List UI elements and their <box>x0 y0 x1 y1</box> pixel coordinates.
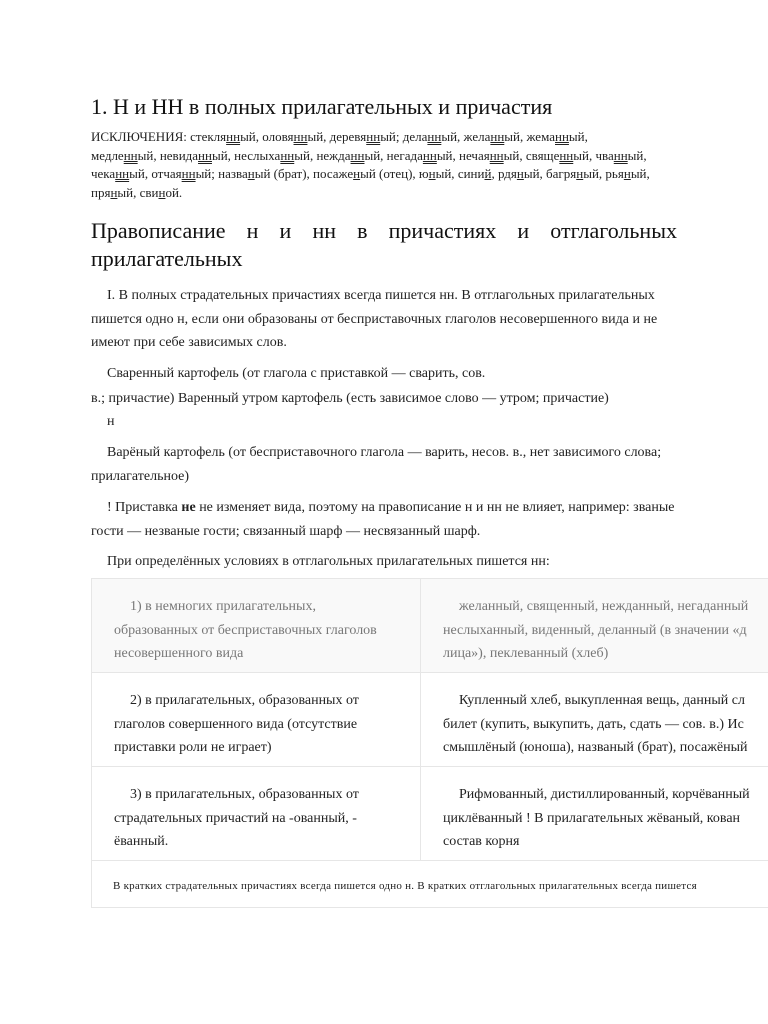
exception-word: негаданный, <box>383 147 456 163</box>
cell-line: глаголов совершенного вида (отсутствие <box>114 716 358 732</box>
page-title: 1. Н и НН в полных прилагательных и причастия <box>91 94 553 119</box>
underlined-letters: н <box>576 166 584 181</box>
underlined-letters: нн <box>489 147 504 163</box>
exception-word: желанный, <box>460 129 524 144</box>
table-cell-examples <box>421 673 768 766</box>
cell-line: 1) в немногих прилагательных, <box>130 599 316 614</box>
underlined-letters: нн <box>280 147 295 163</box>
exception-word: посаженый (отец), <box>309 166 416 181</box>
cell-line: неслыханный, виденный, деланный (в значении «д <box>443 622 747 638</box>
underlined-letters: нн <box>350 147 365 163</box>
underlined-letters: нн <box>198 147 212 163</box>
underlined-letters: н <box>353 166 361 181</box>
table-row <box>92 673 768 767</box>
cell-line: 2) в прилагательных, образованных от <box>130 693 359 708</box>
example-paragraph-1-cont: в.; причастие) Варенный утром картофель (есть зависимое слово — утром; причастие) <box>91 391 609 406</box>
cell-line: лица»), пеклеванный (хлеб) <box>443 646 609 661</box>
note-text-end: не изменяет вида, поэтому на правописание н и нн не влияет, например: званые гости — незваные гости; связанный шарф — несвязанный шарф. <box>91 500 675 539</box>
exception-word: неслыханный, <box>230 147 314 163</box>
exception-word: священный, <box>522 147 593 163</box>
cell-line: Купленный хлеб, выкупленная вещь, данный сл <box>459 693 745 708</box>
exception-word: пряный, <box>91 184 137 200</box>
exception-word: свиной. <box>136 184 183 200</box>
underlined-letters: н <box>516 166 524 181</box>
table-footer-note: В кратких страдательных причастиях всегда пишется одно н. В кратких отглагольных прилагательных всегда пишется <box>113 880 697 892</box>
underlined-letters: н <box>158 184 166 200</box>
exceptions-label: ИСКЛЮЧЕНИЯ: <box>91 129 187 144</box>
cell-line: билет (купить, выкупить, дать, сдать — сов. в.) Ис <box>443 716 744 732</box>
cell-line: состав корня <box>443 834 520 849</box>
underlined-letters: н <box>110 184 118 200</box>
example-paragraph-1: Сваренный картофель (от глагола с приставкой — сварить, сов. <box>107 366 486 381</box>
underlined-letters: нн <box>559 147 574 163</box>
exception-word: нечаянный, <box>455 147 523 163</box>
underlined-letters: нн <box>123 147 138 163</box>
exception-word: деревянный; <box>326 129 400 144</box>
section-heading: Правописание н и нн в причастиях и отглагольных прилагательных <box>91 218 677 271</box>
cell-line: циклёванный ! В прилагательных жёваный, кован <box>443 810 741 826</box>
table-row <box>92 579 768 673</box>
exception-word: чванный, <box>592 147 647 163</box>
exception-word: жеманный, <box>523 129 588 144</box>
underlined-letters: нн <box>613 147 628 163</box>
exception-word: медленный, <box>91 147 157 163</box>
underlined-letters: нн <box>555 129 569 144</box>
cell-line: приставки роли не играет) <box>114 740 272 755</box>
exception-word: стеклянный, <box>186 129 260 144</box>
exception-word: рдяный, <box>494 166 543 181</box>
underlined-letters: н <box>623 166 631 181</box>
note-text-start: ! Приставка <box>107 500 182 515</box>
table-cell-condition <box>92 673 421 766</box>
cell-line: ёванный. <box>114 834 169 849</box>
underlined-letters: нн <box>181 166 196 181</box>
exception-word: отчаянный; <box>148 166 215 181</box>
cell-line: Рифмованный, дистиллированный, корчёванный <box>459 787 750 802</box>
underlined-letters: й <box>484 166 492 181</box>
exception-word: багряный, <box>542 166 603 181</box>
exception-word: рьяный, <box>602 166 650 181</box>
underlined-letters: н <box>428 166 436 181</box>
underlined-letters: нн <box>427 129 442 144</box>
table-cell-examples <box>421 579 768 672</box>
exception-word: синий, <box>454 166 495 181</box>
note-paragraph <box>91 496 677 543</box>
underlined-letters: нн <box>226 129 241 144</box>
underlined-letters: нн <box>422 147 437 163</box>
exceptions-list <box>91 128 651 202</box>
underlined-letters: нн <box>366 129 381 144</box>
cell-line: образованных от бесприставочных глаголов <box>114 622 377 638</box>
exception-word: чеканный, <box>91 166 149 181</box>
exception-word: оловянный, <box>259 129 327 144</box>
cell-line: страдательных причастий на -ованный, - <box>114 810 357 826</box>
table-cell-examples <box>421 767 768 860</box>
underlined-letters: нн <box>490 129 505 144</box>
example-paragraph-2: Варёный картофель (от бесприставочного глагола — варить, несов. в., нет зависимого слова; прилагательное) <box>91 445 662 484</box>
exception-word: юный, <box>415 166 455 181</box>
cell-line: желанный, священный, нежданный, негаданный <box>459 599 749 614</box>
example-paragraph-1-note: н <box>107 414 115 429</box>
cell-line: 3) в прилагательных, образованных от <box>130 787 359 802</box>
cell-line: смышлёный (юноша), названый (брат), посажёный <box>443 740 748 755</box>
exception-word: нежданный, <box>313 147 384 163</box>
exception-word: невиданный, <box>156 147 231 163</box>
rule-paragraph-1: I. В полных страдательных причастиях всегда пишется нн. В отглагольных прилагательных пишется одно н, если они образованы от бесприставочных глаголов несовершенного вида и не имеют при себе зависимых слов. <box>91 288 658 350</box>
exception-word: деланный, <box>399 129 461 144</box>
table-intro: При определённых условиях в отглагольных прилагательных пишется нн: <box>107 554 550 569</box>
table-cell-condition <box>92 579 421 672</box>
underlined-letters: н <box>247 166 255 181</box>
rules-table <box>91 578 768 908</box>
cell-line: несовершенного вида <box>114 646 244 661</box>
underlined-letters: нн <box>293 129 308 144</box>
table-cell-condition <box>92 767 421 860</box>
table-row <box>92 767 768 861</box>
underlined-letters: нн <box>115 166 130 181</box>
note-bold-ne: не <box>181 500 196 515</box>
exception-word: названый (брат), <box>214 166 310 181</box>
